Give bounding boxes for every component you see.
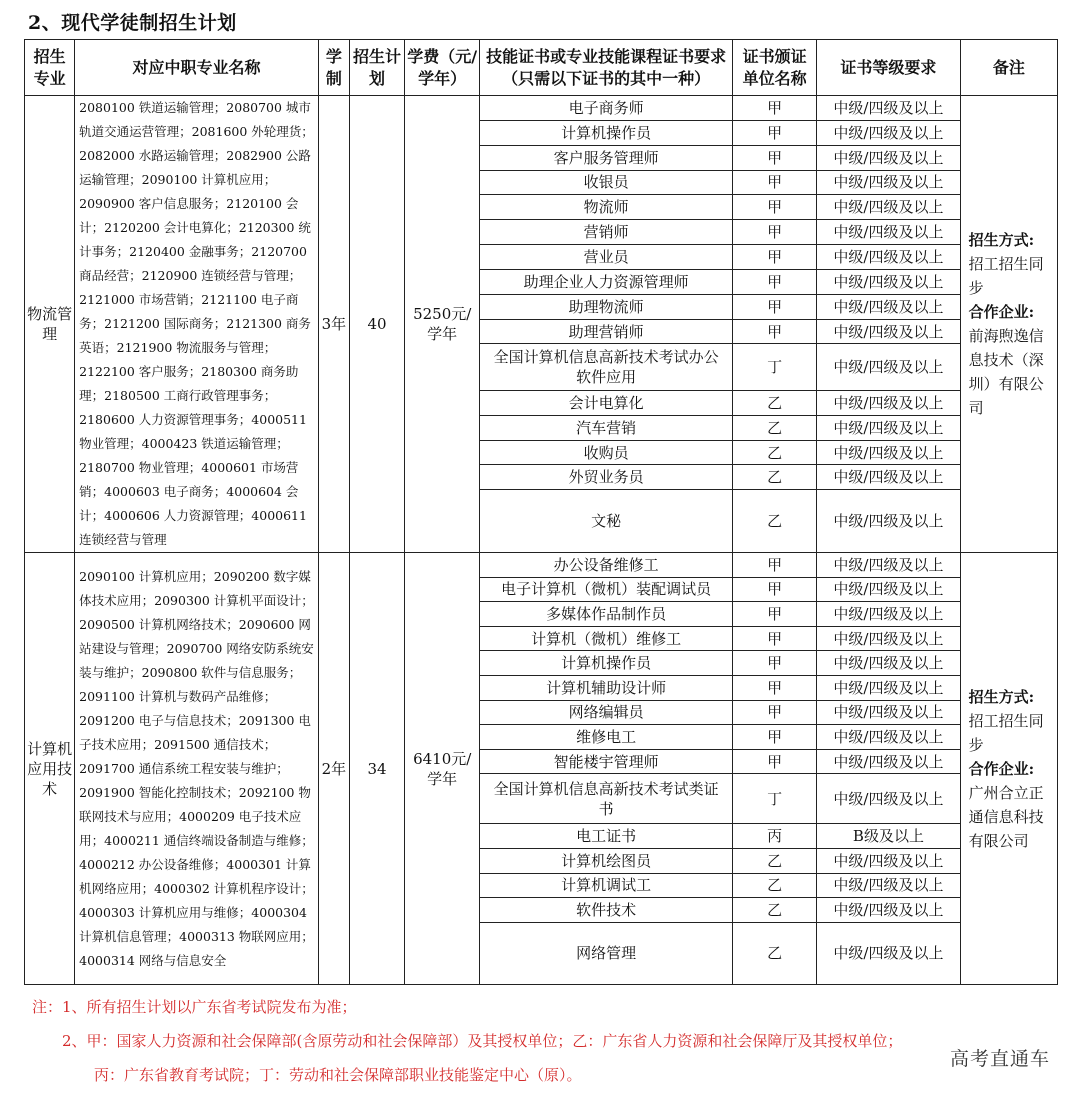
certificate-level: B级及以上 <box>817 824 960 849</box>
certificate-issuer: 甲 <box>733 651 817 676</box>
certificate-name: 全国计算机信息高新技术考试类证书 <box>480 774 733 824</box>
certificate-name: 网络管理 <box>480 922 733 984</box>
certificate-name: 多媒体作品制作员 <box>480 602 733 627</box>
certificate-name: 计算机辅助设计师 <box>480 675 733 700</box>
certificate-level: 中级/四级及以上 <box>817 319 960 344</box>
certificate-name: 营销师 <box>480 220 733 245</box>
certificate-name: 智能楼宇管理师 <box>480 749 733 774</box>
certificate-issuer: 甲 <box>733 749 817 774</box>
certificate-name: 计算机绘图员 <box>480 848 733 873</box>
certificate-level: 中级/四级及以上 <box>817 220 960 245</box>
certificate-name: 助理营销师 <box>480 319 733 344</box>
certificate-name: 文秘 <box>480 490 733 553</box>
certificate-issuer: 甲 <box>733 675 817 700</box>
certificate-level: 中级/四级及以上 <box>817 245 960 270</box>
certificate-level: 中级/四级及以上 <box>817 848 960 873</box>
certificate-issuer: 甲 <box>733 626 817 651</box>
certificate-level: 中级/四级及以上 <box>817 96 960 121</box>
certificate-issuer: 甲 <box>733 269 817 294</box>
certificate-level: 中级/四级及以上 <box>817 675 960 700</box>
certificate-issuer: 甲 <box>733 145 817 170</box>
certificate-issuer: 丙 <box>733 824 817 849</box>
certificate-level: 中级/四级及以上 <box>817 390 960 415</box>
certificate-level: 中级/四级及以上 <box>817 145 960 170</box>
program-duration: 3年 <box>318 96 349 553</box>
certificate-level: 中级/四级及以上 <box>817 725 960 750</box>
certificate-level: 中级/四级及以上 <box>817 602 960 627</box>
enrollment-method: 招工招生同步 <box>968 711 1044 754</box>
program-fee: 6410元/学年 <box>405 553 480 985</box>
certificate-name: 电子商务师 <box>480 96 733 121</box>
certificate-level: 中级/四级及以上 <box>817 440 960 465</box>
certificate-issuer: 丁 <box>733 774 817 824</box>
footnote-3: 丙：广东省教育考试院；丁：劳动和社会保障部职业技能鉴定中心（原）。 <box>94 1066 582 1084</box>
partner-company: 前海煦逸信息技术（深圳）有限公司 <box>968 327 1044 417</box>
certificate-name: 收购员 <box>480 440 733 465</box>
header-secondary-major: 对应中职专业名称 <box>75 40 319 96</box>
certificate-level: 中级/四级及以上 <box>817 774 960 824</box>
certificate-issuer: 乙 <box>733 490 817 553</box>
certificate-issuer: 甲 <box>733 195 817 220</box>
header-remark: 备注 <box>960 40 1057 96</box>
certificate-level: 中级/四级及以上 <box>817 344 960 390</box>
company-label: 合作企业: <box>968 759 1035 778</box>
certificate-name: 计算机操作员 <box>480 120 733 145</box>
certificate-issuer: 甲 <box>733 245 817 270</box>
method-label: 招生方式: <box>968 687 1035 706</box>
certificate-issuer: 乙 <box>733 898 817 923</box>
method-label: 招生方式: <box>968 231 1035 249</box>
certificate-level: 中级/四级及以上 <box>817 269 960 294</box>
certificate-row <box>25 553 1058 578</box>
certificate-issuer: 乙 <box>733 848 817 873</box>
header-fee: 学费（元/学年） <box>405 40 480 96</box>
certificate-name: 全国计算机信息高新技术考试办公软件应用 <box>480 344 733 390</box>
certificate-name: 会计电算化 <box>480 390 733 415</box>
certificate-name: 网络编辑员 <box>480 700 733 725</box>
certificate-name: 客户服务管理师 <box>480 145 733 170</box>
certificate-name: 收银员 <box>480 170 733 195</box>
certificate-level: 中级/四级及以上 <box>817 651 960 676</box>
secondary-majors: 2080100 铁道运输管理；2080700 城市轨道交通运营管理；2081600 外轮理货；2082000 水路运输管理；2082900 公路运输管理；2090100 计算机应用；2090900 客户信息服务；2120100 会计；2120200 会计电算化；2120300 统计事务；2120400 金融事务；2120700 商品经营；2120900 连锁经营与管理；2121000 市场营销；2121100 电子商务；2121200 国际商务；2121300 商务英语；2121900 物流服务与管理；2122100 客户服务；2180300 商务助理；2180500 工商行政管理事务；2180600 人力资源管理事务；4000511 物业管理；4000423 铁道运输管理；2180700 物业管理；4000601 市场营销；4000603 电子商务；4000604 会计；4000606 人力资源管理；4000611 连锁经营与管理 <box>75 96 319 553</box>
certificate-issuer: 甲 <box>733 725 817 750</box>
secondary-majors: 2090100 计算机应用；2090200 数字媒体技术应用；2090300 计算机平面设计；2090500 计算机网络技术；2090600 网站建设与管理；2090700 网络安防系统安装与维护；2090800 软件与信息服务；2091100 计算机与数码产品维修；2091200 电子与信息技术；2091300 电子技术应用；2091500 通信技术；2091700 通信系统工程安装与维护；2091900 智能化控制技术；2092100 物联网技术与应用；4000209 电子技术应用；4000211 通信终端设备制造与维修；4000212 办公设备维修；4000301 计算机网络应用；4000302 计算机程序设计；4000303 计算机应用与维修；4000304 计算机信息管理；4000313 物联网应用；4000314 网络与信息安全 <box>75 553 319 985</box>
certificate-name: 办公设备维修工 <box>480 553 733 578</box>
certificate-level: 中级/四级及以上 <box>817 922 960 984</box>
certificate-name: 外贸业务员 <box>480 465 733 490</box>
certificate-name: 助理企业人力资源管理师 <box>480 269 733 294</box>
program-major: 计算机应用技术 <box>25 553 75 985</box>
program-quota: 40 <box>349 96 404 553</box>
header-certificate: 技能证书或专业技能课程证书要求（只需以下证书的其中一种） <box>480 40 733 96</box>
certificate-issuer: 甲 <box>733 700 817 725</box>
certificate-issuer: 乙 <box>733 390 817 415</box>
program-duration: 2年 <box>318 553 349 985</box>
certificate-issuer: 甲 <box>733 602 817 627</box>
certificate-row <box>25 96 1058 121</box>
certificate-issuer: 丁 <box>733 344 817 390</box>
certificate-level: 中级/四级及以上 <box>817 553 960 578</box>
certificate-issuer: 甲 <box>733 120 817 145</box>
certificate-name: 软件技术 <box>480 898 733 923</box>
partner-company: 广州合立正通信息科技有限公司 <box>968 783 1044 850</box>
certificate-issuer: 乙 <box>733 465 817 490</box>
certificate-name: 计算机操作员 <box>480 651 733 676</box>
certificate-issuer: 甲 <box>733 220 817 245</box>
footnote-2: 2、甲：国家人力资源和社会保障部(含原劳动和社会保障部）及其授权单位；乙：广东省人力资源和社会保障厅及其授权单位； <box>62 1032 903 1050</box>
certificate-issuer: 乙 <box>733 873 817 898</box>
certificate-level: 中级/四级及以上 <box>817 700 960 725</box>
certificate-name: 计算机（微机）维修工 <box>480 626 733 651</box>
header-duration: 学制 <box>318 40 349 96</box>
certificate-name: 营业员 <box>480 245 733 270</box>
certificate-level: 中级/四级及以上 <box>817 626 960 651</box>
header-major: 招生专业 <box>25 40 75 96</box>
certificate-issuer: 甲 <box>733 294 817 319</box>
header-level: 证书等级要求 <box>817 40 960 96</box>
certificate-name: 物流师 <box>480 195 733 220</box>
program-remark <box>960 96 1057 553</box>
certificate-name: 汽车营销 <box>480 415 733 440</box>
program-fee: 5250元/学年 <box>405 96 480 553</box>
certificate-issuer: 甲 <box>733 577 817 602</box>
header-issuer: 证书颁证单位名称 <box>733 40 817 96</box>
certificate-level: 中级/四级及以上 <box>817 195 960 220</box>
certificate-name: 电工证书 <box>480 824 733 849</box>
certificate-level: 中级/四级及以上 <box>817 465 960 490</box>
program-major: 物流管理 <box>25 96 75 553</box>
footnote-1: 注：1、所有招生计划以广东省考试院发布为准； <box>32 998 357 1016</box>
certificate-level: 中级/四级及以上 <box>817 577 960 602</box>
certificate-name: 电子计算机（微机）装配调试员 <box>480 577 733 602</box>
certificate-level: 中级/四级及以上 <box>817 898 960 923</box>
certificate-level: 中级/四级及以上 <box>817 170 960 195</box>
enrollment-plan-table <box>24 39 1058 985</box>
certificate-level: 中级/四级及以上 <box>817 120 960 145</box>
certificate-level: 中级/四级及以上 <box>817 415 960 440</box>
certificate-issuer: 乙 <box>733 415 817 440</box>
watermark: 高考直通车 <box>949 1048 1050 1070</box>
header-row <box>25 40 1058 96</box>
certificate-issuer: 乙 <box>733 922 817 984</box>
certificate-name: 助理物流师 <box>480 294 733 319</box>
program-quota: 34 <box>349 553 404 985</box>
certificate-level: 中级/四级及以上 <box>817 490 960 553</box>
program-remark <box>960 553 1057 985</box>
certificate-level: 中级/四级及以上 <box>817 873 960 898</box>
certificate-level: 中级/四级及以上 <box>817 294 960 319</box>
certificate-issuer: 甲 <box>733 96 817 121</box>
certificate-issuer: 乙 <box>733 440 817 465</box>
certificate-level: 中级/四级及以上 <box>817 749 960 774</box>
enrollment-method: 招工招生同步 <box>968 255 1044 297</box>
certificate-issuer: 甲 <box>733 553 817 578</box>
footnotes <box>32 990 1072 1092</box>
company-label: 合作企业: <box>968 303 1035 321</box>
certificate-name: 维修电工 <box>480 725 733 750</box>
certificate-name: 计算机调试工 <box>480 873 733 898</box>
certificate-issuer: 甲 <box>733 170 817 195</box>
certificate-issuer: 甲 <box>733 319 817 344</box>
header-quota: 招生计划 <box>349 40 404 96</box>
section-heading: 2、现代学徒制招生计划 <box>28 12 237 34</box>
